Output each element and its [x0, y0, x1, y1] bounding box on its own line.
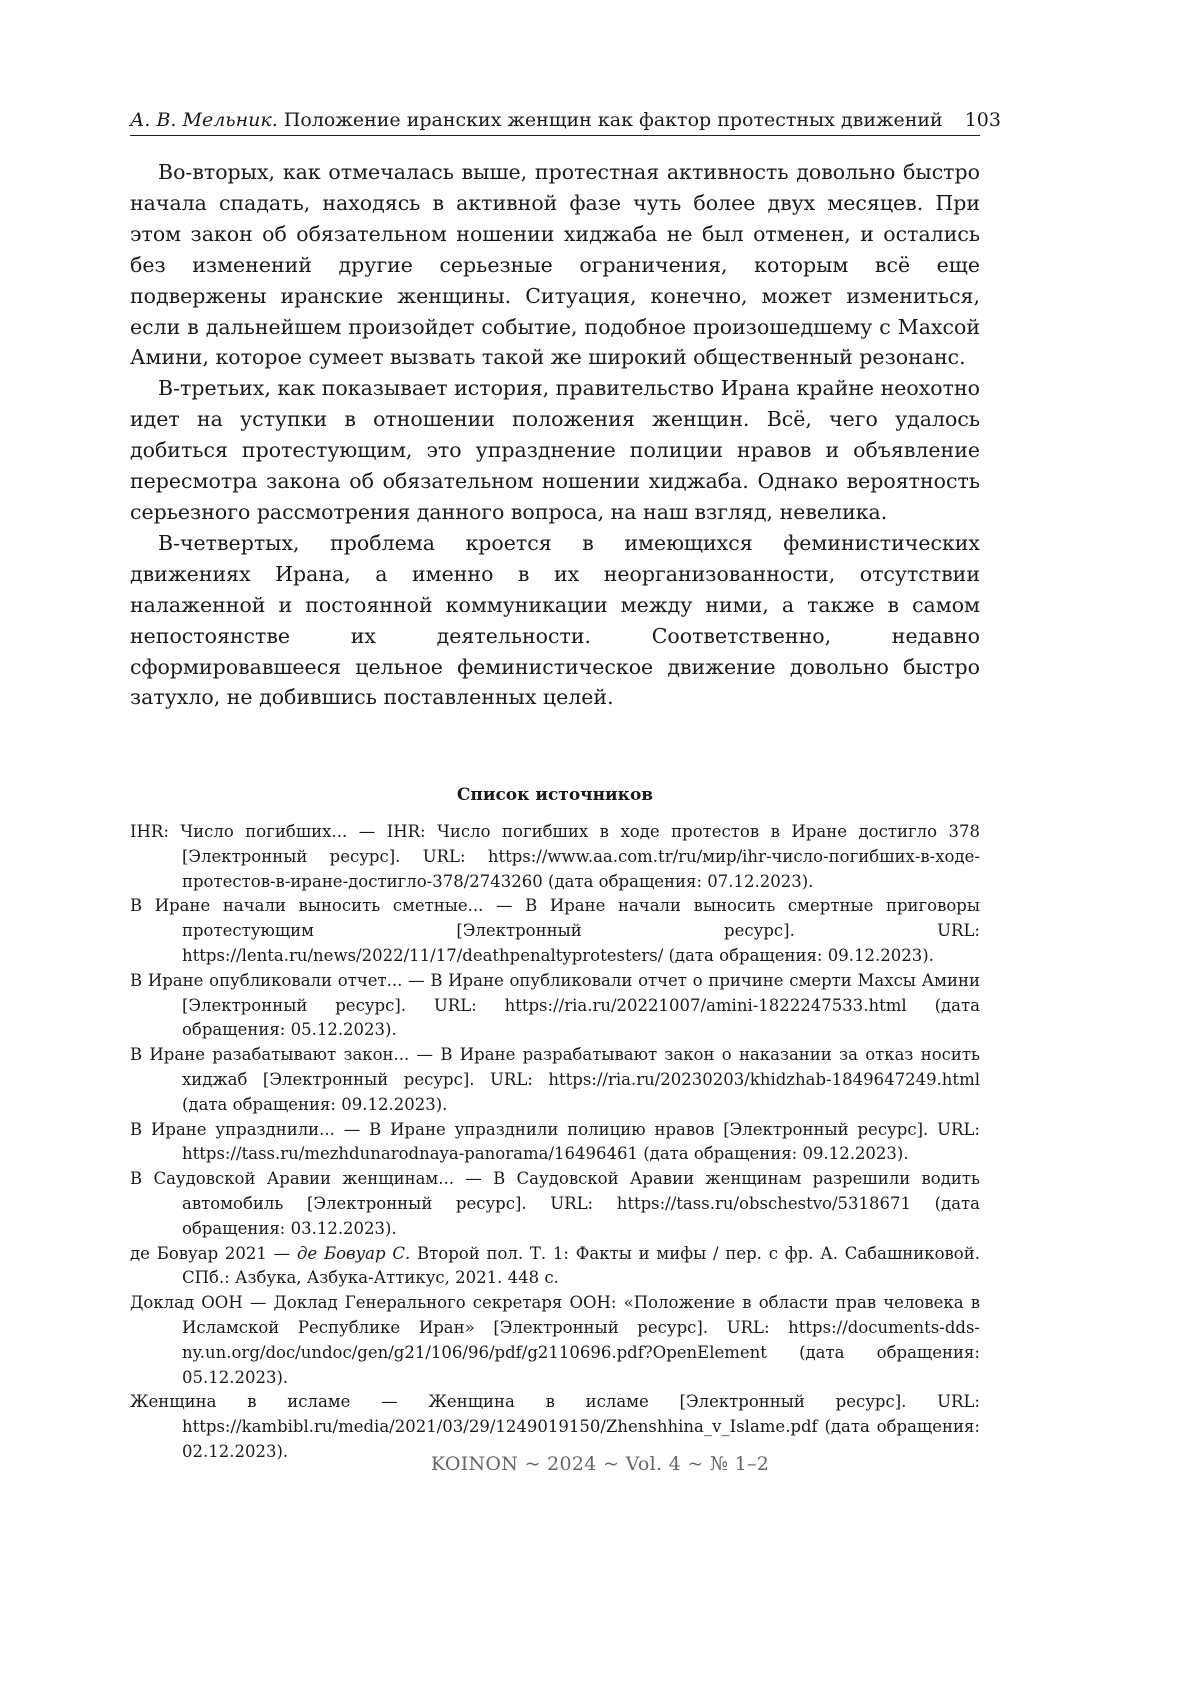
reference-item [130, 1043, 980, 1117]
reference-item [130, 820, 980, 894]
page-footer: KOINON ~ 2024 ~ Vol. 4 ~ № 1–2 [430, 1453, 770, 1475]
paragraph: Во-вторых, как отмечалась выше, протестная активность довольно быстро начала спадать, находясь в активной фазе чуть более двух месяцев. При этом закон об обязательном ношении хиджаба не был отменен, и остались без изменений другие серьезные ограничения, которым всё еще подвержены иранские женщины. Ситуация, конечно, может измениться, если в дальнейшем произойдет событие, подобное произошедшему с Махсой Амини, которое сумеет вызвать такой же широкий общественный резонанс. [130, 160, 980, 370]
reference-text: В Иране упразднили полицию нравов [Электронный ресурс]. URL: https://tass.ru/mezhdunarodnaya-panorama/16496461 (дата обращения: 09.12.2023). [182, 1119, 980, 1164]
reference-key: В Саудовской Аравии женщинам... — [130, 1169, 494, 1189]
reference-item [130, 1291, 980, 1390]
reference-key: В Иране упразднили... — [130, 1119, 370, 1139]
reference-text: Доклад Генерального секретаря ООН: «Положение в области прав человека в Исламской Республике Иран» [Электронный ресурс]. URL: https://documents-dds-ny.un.org/doc/undoc/gen/g21/106/96/pdf/g2110696.pdf?OpenElement (дата обращения: 05.12.2023). [182, 1293, 980, 1387]
reference-text: В Иране начали выносить смертные приговоры протестующим [Электронный ресурс]. URL: https://lenta.ru/news/2022/11/17/deathpenaltyprotesters/ (дата обращения: 09.12.2023). [182, 896, 980, 965]
references-heading: Список источников [456, 785, 654, 805]
reference-item [130, 894, 980, 968]
reference-item [130, 1167, 980, 1241]
reference-key: де Бовуар 2021 — [130, 1243, 297, 1263]
reference-text: В Иране опубликовали отчет о причине смерти Махсы Амини [Электронный ресурс]. URL: https://ria.ru/20221007/amini-1822247533.html (дата обращения: 05.12.2023). [182, 970, 980, 1040]
paragraph: В-четвертых, проблема кроется в имеющихся феминистических движениях Ирана, а именно в их неорганизованности, отсутствии налаженной и постоянной коммуникации между ними, а также в самом непостоянстве их деятельности. Соответственно, недавно сформировавшееся цельное феминистическое движение довольно быстро затухло, не добившись поставленных целей. [130, 530, 980, 710]
article-title: Положение иранских женщин как фактор протестных движений [283, 109, 943, 131]
reference-key: В Иране разабатывают закон... — [130, 1045, 441, 1065]
reference-text: Второй пол. Т. 1: Факты и мифы / пер. с фр. А. Сабашниковой. СПб.: Азбука, Азбука-Аттикус, 2021. 448 с. [182, 1243, 980, 1288]
reference-text: IHR: Число погибших в ходе протестов в Иране достигло 378 [Электронный ресурс]. URL: https://www.aa.com.tr/ru/мир/ihr-число-погибших-в-ходе-протестов-в-иране-достигло-378/2743260 (дата обращения: 07.12.2023). [182, 822, 981, 891]
reference-key: Женщина в исламе — [130, 1392, 429, 1412]
running-header [130, 104, 1001, 136]
reference-author: де Бовуар С. [296, 1243, 411, 1263]
paragraph: В-третьих, как показывает история, правительство Ирана крайне неохотно идет на уступки в отношении положения женщин. Всё, чего удалось добиться протестующим, это упразднение полиции нравов и объявление пересмотра закона об обязательном ношении хиджаба. Однако вероятность серьезного рассмотрения данного вопроса, на наш взгляд, невелика. [130, 376, 980, 524]
reference-key: IHR: Число погибших... — [130, 822, 387, 841]
body-text [130, 157, 980, 713]
reference-key: Доклад ООН — [130, 1293, 274, 1313]
reference-key: В Иране начали выносить сметные... — [130, 896, 526, 916]
reference-item [130, 1242, 980, 1292]
page-number: 103 [964, 109, 1001, 131]
reference-item [130, 1118, 980, 1168]
running-title [130, 109, 965, 131]
reference-text: В Саудовской Аравии женщинам разрешили водить автомобиль [Электронный ресурс]. URL: https://tass.ru/obschestvo/5318671 (дата обращения: 03.12.2023). [182, 1169, 981, 1238]
author-name: А. В. Мельник. [130, 109, 278, 131]
references-list [130, 820, 980, 1465]
reference-key: В Иране опубликовали отчет... — [130, 970, 431, 990]
reference-item [130, 969, 980, 1043]
reference-text: Женщина в исламе [Электронный ресурс]. URL: https://kambibl.ru/media/2021/03/29/1249019150/Zhenshhina_v_Islame.pdf (дата обращения: 02.12.2023). [182, 1392, 980, 1461]
reference-text: В Иране разрабатывают закон о наказании за отказ носить хиджаб [Электронный ресурс]. URL: https://ria.ru/20230203/khidzhab-1849647249.html (дата обращения: 09.12.2023). [182, 1045, 980, 1114]
